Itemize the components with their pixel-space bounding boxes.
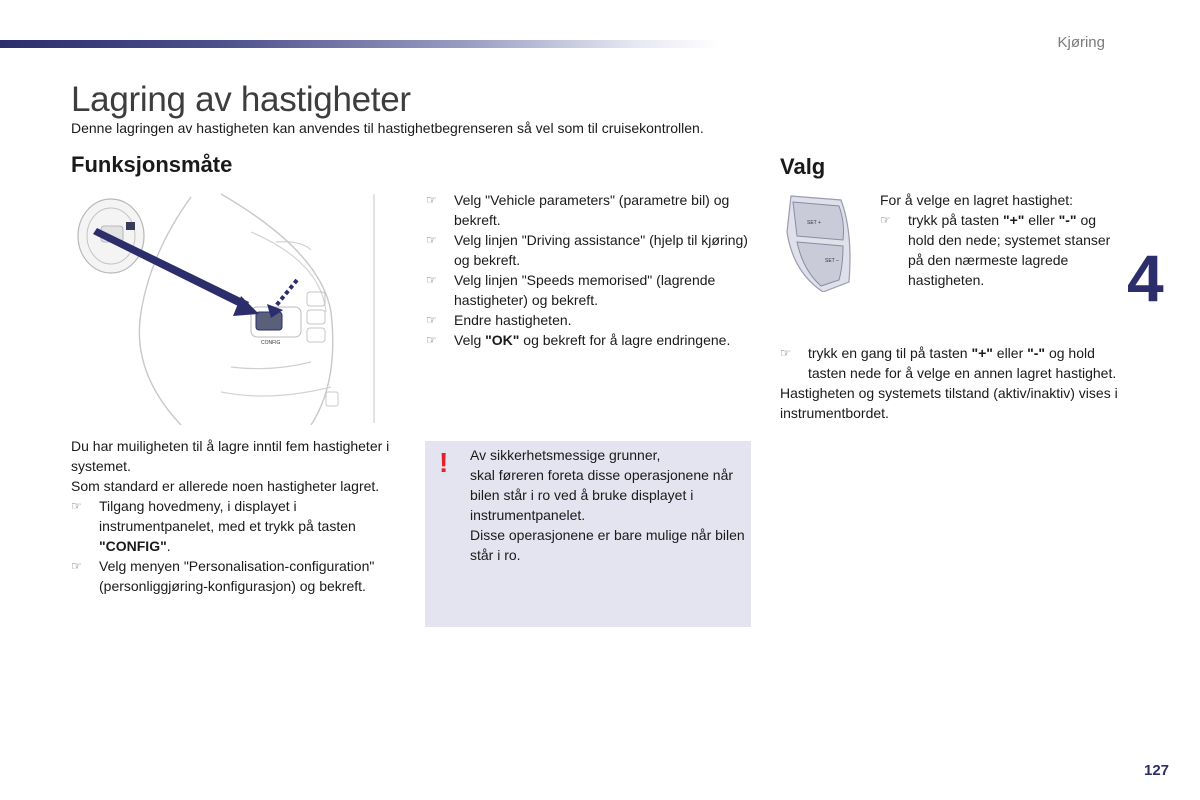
- steps-left-list: [71, 496, 401, 596]
- header-gradient-bar: [0, 40, 720, 48]
- list-item: ☞ trykk en gang til på tasten "+" eller "-" og hold tasten nede for å velge en annen lagret hastighet.: [780, 345, 1117, 381]
- list-item: ☞ Tilgang hovedmeny, i displayet i instrumentpanelet, med et trykk på tasten "CONFIG".: [71, 498, 356, 554]
- finger-pointer-icon: ☞: [880, 213, 891, 227]
- set-minus-label: SET –: [825, 258, 839, 264]
- funksjonsmate-heading: Funksjonsmåte: [71, 152, 233, 177]
- valg-closing: Hastigheten og systemets tilstand (aktiv/inaktiv) vises i instrumentbordet.: [780, 385, 1118, 421]
- funksjonsmate-left-text: [71, 436, 401, 596]
- page-title: Lagring av hastigheter: [71, 80, 411, 119]
- valg-lead: For å velge en lagret hastighet:: [880, 192, 1074, 208]
- intro-text: Denne lagringen av hastigheten kan anvendes til hastighetbegrenseren så vel som til cruisekontrollen.: [71, 120, 704, 136]
- finger-pointer-icon: ☞: [426, 193, 437, 207]
- warning-text: Av sikkerhetsmessige grunner, skal føreren foreta disse operasjonene når bilen står i ro ved å bruke displayet i instrumentpanelet. Disse operasjonene er bare mulige når bilen står i ro.: [470, 447, 745, 563]
- set-plus-label: SET +: [807, 220, 821, 226]
- list-item: ☞ Velg "OK" og bekreft for å lagre endringene.: [426, 332, 731, 348]
- list-item: ☞ Velg menyen "Personalisation-configuration" (personliggjøring-konfigurasjon) og bekreft.: [71, 558, 375, 594]
- valg-heading: Valg: [780, 154, 826, 179]
- finger-pointer-icon: ☞: [426, 313, 437, 327]
- finger-pointer-icon: ☞: [780, 346, 791, 360]
- set-buttons-figure: [783, 192, 859, 292]
- list-item: ☞ Velg "Vehicle parameters" (parametre bil) og bekreft.: [426, 192, 730, 228]
- list-item: ☞ Endre hastigheten.: [426, 312, 572, 328]
- valg-text-bottom: [780, 343, 1120, 423]
- warning-box: [425, 441, 751, 627]
- section-label: Kjøring: [1057, 34, 1105, 51]
- para-default-stored: Som standard er allerede noen hastigheter lagret.: [71, 478, 380, 494]
- finger-pointer-icon: ☞: [426, 333, 437, 347]
- chapter-number: 4: [1127, 241, 1164, 315]
- list-item: ☞ trykk på tasten "+" eller "-" og hold den nede; systemet stanser på den nærmeste lagrede hastigheten.: [880, 212, 1111, 288]
- config-label: CONFIG: [261, 340, 281, 346]
- finger-pointer-icon: ☞: [71, 559, 82, 573]
- finger-pointer-icon: ☞: [426, 233, 437, 247]
- list-item: ☞ Velg linjen "Speeds memorised" (lagrende hastigheter) og bekreft.: [426, 272, 716, 308]
- finger-pointer-icon: ☞: [426, 273, 437, 287]
- finger-pointer-icon: ☞: [71, 499, 82, 513]
- valg-text-top: [880, 190, 1120, 290]
- funksjonsmate-steps-right: [426, 190, 756, 350]
- list-item: ☞ Velg linjen "Driving assistance" (hjelp til kjøring) og bekreft.: [426, 232, 748, 268]
- page-number: 127: [1144, 762, 1170, 779]
- exclamation-icon: !: [439, 447, 449, 478]
- para-storage-capacity: Du har muiligheten til å lagre inntil fem hastigheter i systemet.: [71, 438, 390, 474]
- steering-wheel-figure: [71, 192, 377, 425]
